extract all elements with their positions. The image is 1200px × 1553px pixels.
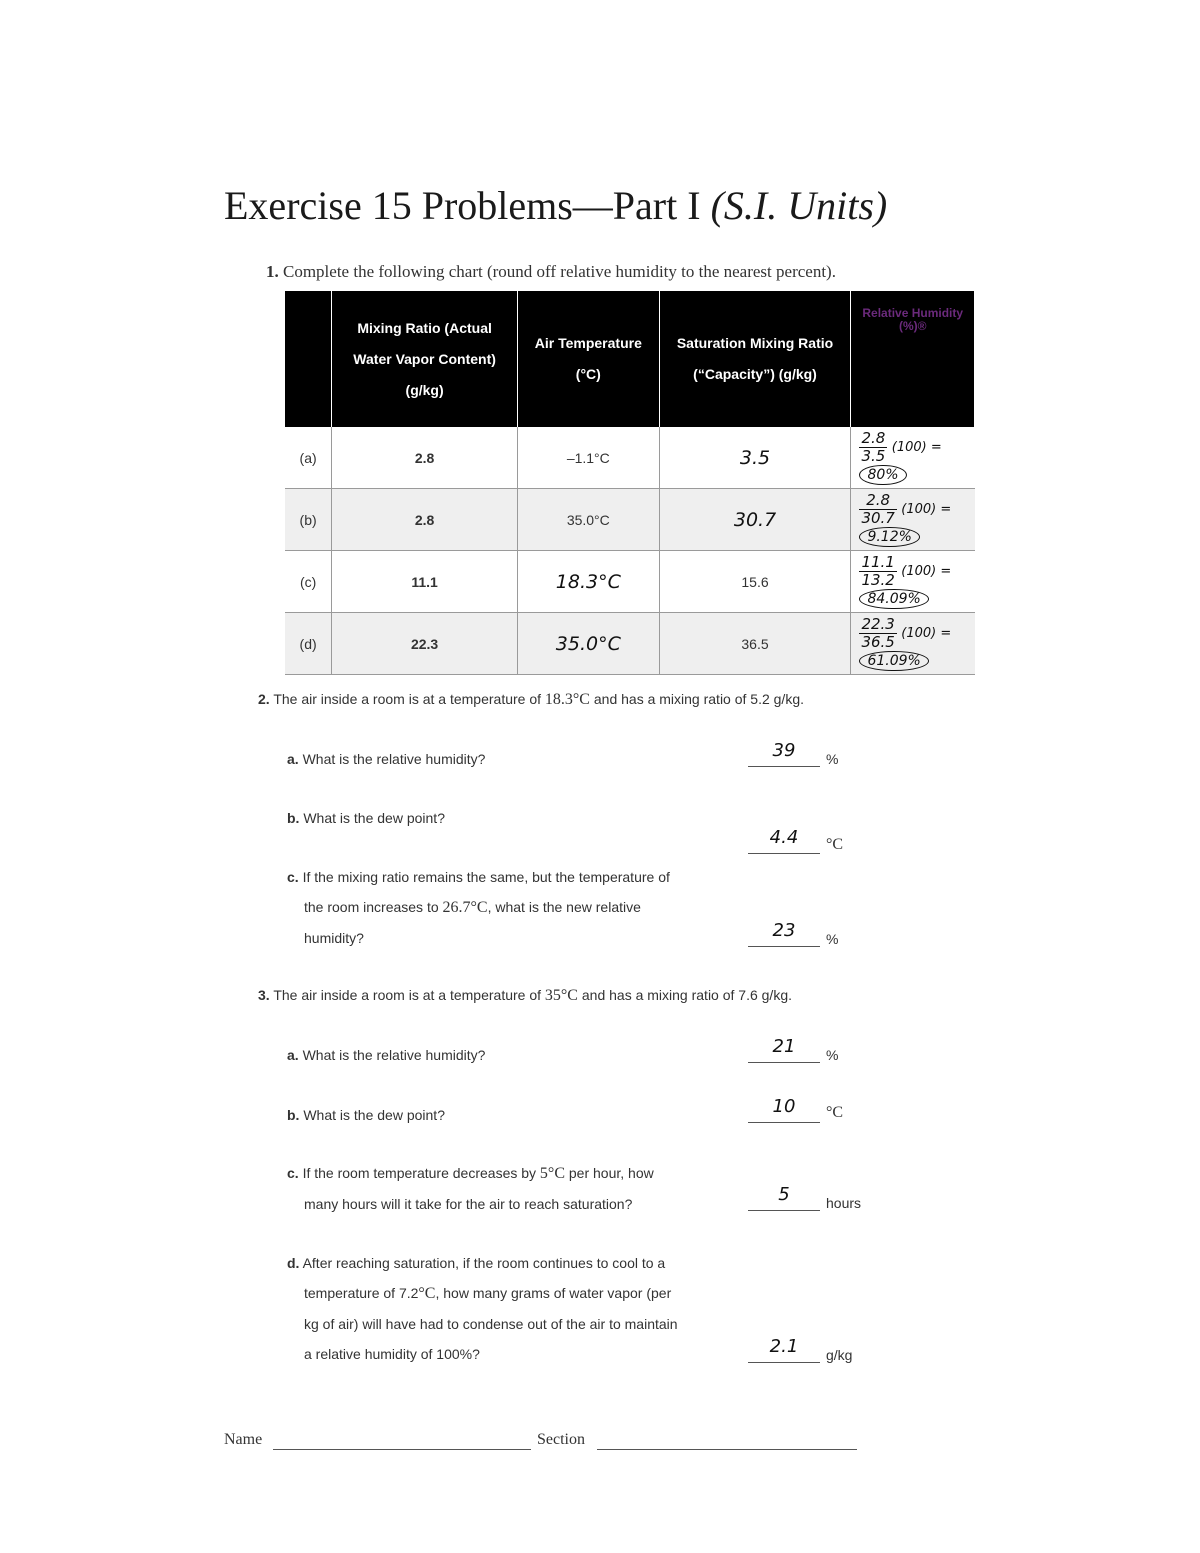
section-field[interactable] bbox=[597, 1431, 857, 1450]
answer-2b-unit: °C bbox=[826, 836, 844, 853]
temperature-cell: 35.0°C bbox=[518, 613, 660, 675]
multiplier: (100) = bbox=[901, 564, 952, 579]
relative-humidity-cell bbox=[851, 613, 975, 675]
multiplier: (100) = bbox=[901, 626, 952, 641]
header-relative-humidity: Relative Humidity (%)® bbox=[851, 291, 975, 427]
saturation-cell: 3.5 bbox=[659, 427, 851, 489]
multiplier: (100) = bbox=[901, 502, 952, 517]
fraction bbox=[859, 554, 896, 589]
question-2: 2. The air inside a room is at a temperature of 18.3°C and has a mixing ratio of 5.2 g/kg. bbox=[258, 691, 804, 708]
multiplier: (100) = bbox=[891, 440, 942, 455]
question-3: 3. The air inside a room is at a temperature of 35°C and has a mixing ratio of 7.6 g/kg. bbox=[258, 987, 792, 1004]
answer-2a-unit: % bbox=[826, 751, 839, 767]
header-blank bbox=[285, 291, 332, 427]
relative-humidity-cell bbox=[851, 489, 975, 551]
header-saturation-mixing-ratio: Saturation Mixing Ratio (“Capacity”) (g/kg) bbox=[659, 291, 851, 427]
table-row-b bbox=[285, 489, 975, 551]
row-label: (d) bbox=[285, 613, 332, 675]
row-label: (c) bbox=[285, 551, 332, 613]
fraction-numerator: 2.8 bbox=[859, 492, 896, 510]
circled-result: 61.09% bbox=[859, 651, 928, 671]
name-field[interactable] bbox=[273, 1431, 531, 1450]
page-title: Exercise 15 Problems—Part I (S.I. Units) bbox=[224, 183, 888, 228]
answer-3c-unit: hours bbox=[826, 1195, 862, 1211]
circled-result: 80% bbox=[859, 465, 906, 485]
question-1: 1. Complete the following chart (round off relative humidity to the nearest percent). bbox=[266, 262, 836, 281]
fraction-denominator: 36.5 bbox=[861, 633, 895, 651]
answer-3b-field[interactable]: 10 bbox=[748, 1098, 820, 1123]
answer-2a-field[interactable]: 39 bbox=[748, 742, 820, 767]
question-3c: c. If the room temperature decreases by 5°C per hour, how many hours will it take for the air to reach saturation? bbox=[287, 1165, 654, 1212]
question-3d: d. After reaching saturation, if the room continues to cool to a temperature of 7.2°C, how many grams of water vapor (per kg of air) will have had to condense out of the air to maintain a relative humidity of 100%? bbox=[287, 1255, 678, 1362]
mixing-ratio-cell: 2.8 bbox=[332, 489, 518, 551]
answer-3d-field[interactable]: 2.1 bbox=[748, 1338, 820, 1363]
section-label: Section bbox=[537, 1431, 585, 1448]
fraction-denominator: 13.2 bbox=[861, 571, 895, 589]
temperature-cell: –1.1°C bbox=[518, 427, 660, 489]
saturation-cell: 30.7 bbox=[659, 489, 851, 551]
humidity-chart bbox=[285, 291, 975, 675]
fraction-numerator: 22.3 bbox=[861, 615, 895, 633]
fraction-denominator: 30.7 bbox=[861, 509, 895, 527]
chart-header-row bbox=[285, 291, 975, 427]
answer-2b-field[interactable]: 4.4 bbox=[748, 829, 820, 854]
relative-humidity-cell bbox=[851, 427, 975, 489]
fraction-denominator: 3.5 bbox=[861, 447, 886, 465]
mixing-ratio-cell: 2.8 bbox=[332, 427, 518, 489]
answer-3a-unit: % bbox=[826, 1047, 839, 1063]
question-2c: c. If the mixing ratio remains the same, but the temperature of the room increases to 26.7°C, what is the new relative humidity? bbox=[287, 869, 670, 946]
fraction bbox=[859, 616, 896, 651]
table-row-c bbox=[285, 551, 975, 613]
fraction bbox=[859, 492, 896, 527]
question-3b: b. What is the dew point? bbox=[287, 1107, 445, 1123]
saturation-cell: 36.5 bbox=[659, 613, 851, 675]
temperature-cell: 18.3°C bbox=[518, 551, 660, 613]
saturation-cell: 15.6 bbox=[659, 551, 851, 613]
question-3a: a. What is the relative humidity? bbox=[287, 1047, 486, 1063]
fraction-numerator: 11.1 bbox=[861, 553, 895, 571]
table-row-d bbox=[285, 613, 975, 675]
fraction-numerator: 2.8 bbox=[861, 429, 886, 447]
mixing-ratio-cell: 22.3 bbox=[332, 613, 518, 675]
answer-3c-field[interactable]: 5 bbox=[748, 1186, 820, 1211]
header-mixing-ratio: Mixing Ratio (Actual Water Vapor Content) (g/kg) bbox=[332, 291, 518, 427]
fraction bbox=[859, 430, 887, 465]
answer-3a-field[interactable]: 21 bbox=[748, 1038, 820, 1063]
question-2a: a. What is the relative humidity? bbox=[287, 751, 486, 767]
circled-result: 9.12% bbox=[859, 527, 919, 547]
row-label: (b) bbox=[285, 489, 332, 551]
row-label: (a) bbox=[285, 427, 332, 489]
answer-2c-unit: % bbox=[826, 931, 839, 947]
answer-3d-unit: g/kg bbox=[826, 1347, 853, 1363]
header-air-temperature: Air Temperature (°C) bbox=[518, 291, 660, 427]
answer-3b-unit: °C bbox=[826, 1104, 844, 1121]
answer-2c-field[interactable]: 23 bbox=[748, 922, 820, 947]
circled-result: 84.09% bbox=[859, 589, 928, 609]
name-label: Name bbox=[224, 1431, 263, 1448]
mixing-ratio-cell: 11.1 bbox=[332, 551, 518, 613]
question-2b: b. What is the dew point? bbox=[287, 810, 445, 826]
temperature-cell: 35.0°C bbox=[518, 489, 660, 551]
table-row-a bbox=[285, 427, 975, 489]
relative-humidity-cell bbox=[851, 551, 975, 613]
